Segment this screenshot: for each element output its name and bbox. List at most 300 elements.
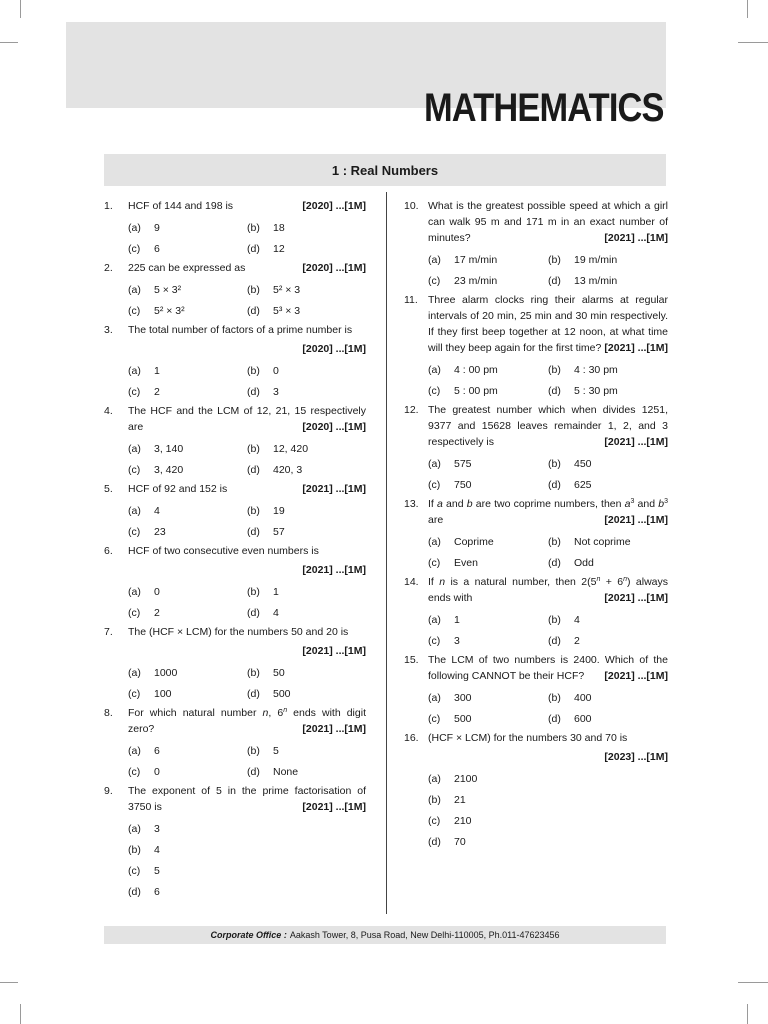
option-d [247, 686, 366, 702]
question-number: 1. [104, 200, 113, 212]
question-number: 16. [404, 732, 419, 744]
option-label: (a) [128, 365, 141, 377]
option-d [247, 605, 366, 621]
option-value: None [273, 766, 299, 778]
option-a [128, 282, 247, 298]
option-c [428, 383, 548, 399]
option-label: (d) [247, 766, 260, 778]
option-label: (a) [428, 536, 441, 548]
option-value: 9 [154, 222, 160, 234]
options [428, 612, 668, 649]
stem-part: are two coprime numbers, then [472, 498, 625, 510]
option-value: 5 × 3² [154, 284, 182, 296]
question-stem: What is the greatest possible speed at which a girl can walk 95 m and 171 m in an exact number of minutes? [428, 200, 668, 244]
option-value: 0 [154, 766, 160, 778]
option-label: (a) [128, 823, 141, 835]
year-marks-tag: [2020] ...[1M] [302, 343, 366, 355]
option-c [428, 273, 548, 289]
option-c [128, 462, 247, 478]
option-b [247, 363, 366, 379]
option-b [247, 665, 366, 681]
options [128, 441, 366, 478]
option-value: Coprime [454, 536, 494, 548]
option-label: (c) [428, 815, 441, 827]
options [128, 363, 366, 400]
option-value: 5 [154, 865, 160, 877]
option-b [247, 503, 366, 519]
crop-mark [0, 982, 18, 983]
question-16 [404, 730, 668, 850]
option-b [247, 584, 366, 600]
option-value: 13 m/min [574, 275, 618, 287]
option-b [428, 792, 668, 808]
option-label: (c) [128, 688, 141, 700]
option-label: (c) [128, 386, 141, 398]
question-2 [104, 260, 366, 319]
left-column [104, 198, 366, 903]
option-value: 5 : 30 pm [574, 385, 618, 397]
question-stem: The exponent of 5 in the prime factorisation of 3750 is [128, 785, 366, 813]
option-a [428, 456, 548, 472]
option-value: 1 [154, 365, 160, 377]
options [428, 252, 668, 289]
option-d [247, 303, 366, 319]
question-stem: The HCF and the LCM of 12, 21, 15 respectively are [128, 405, 366, 433]
option-value: 450 [574, 458, 592, 470]
question-3 [104, 322, 366, 400]
option-label: (c) [128, 305, 141, 317]
variable: a [624, 498, 631, 510]
option-a [128, 665, 247, 681]
option-a [428, 771, 668, 787]
option-c [428, 711, 548, 727]
subject-title: MATHEMATICS [424, 86, 664, 130]
footer-label: Corporate Office : [210, 930, 287, 940]
option-label: (a) [128, 667, 141, 679]
option-value: 2100 [454, 773, 478, 785]
option-value: 23 m/min [454, 275, 498, 287]
option-d [247, 241, 366, 257]
option-label: (d) [247, 607, 260, 619]
option-value: 1 [454, 614, 460, 626]
option-a [428, 534, 548, 550]
question-stem: The (HCF × LCM) for the numbers 50 and 20 is [128, 626, 349, 638]
option-value: 0 [273, 365, 279, 377]
option-value: 600 [574, 713, 592, 725]
option-a [128, 363, 247, 379]
year-marks-tag: [2023] ...[1M] [604, 751, 668, 763]
option-label: (c) [128, 243, 141, 255]
option-b [548, 362, 668, 378]
crop-mark [747, 0, 748, 18]
option-label: (a) [428, 692, 441, 704]
option-label: (c) [428, 385, 441, 397]
option-label: (d) [428, 836, 441, 848]
option-value: 210 [454, 815, 472, 827]
option-value: 500 [273, 688, 291, 700]
option-d [247, 462, 366, 478]
question-14 [404, 574, 668, 649]
option-value: 2 [574, 635, 580, 647]
option-value: 19 m/min [574, 254, 618, 266]
option-a [428, 612, 548, 628]
option-value: 4 : 30 pm [574, 364, 618, 376]
option-label: (d) [128, 886, 141, 898]
option-label: (d) [247, 464, 260, 476]
option-a [128, 821, 366, 837]
variable: a [437, 498, 443, 510]
option-value: 5 [273, 745, 279, 757]
option-label: (c) [128, 607, 141, 619]
option-label: (b) [247, 586, 260, 598]
question-stem: Three alarm clocks ring their alarms at regular intervals of 20 min, 25 min and 30 min respectively. If they first beep together at 12 noon, at what time will they beep again for the first time? [428, 294, 668, 354]
option-c [128, 303, 247, 319]
option-d [428, 834, 668, 850]
option-label: (c) [428, 635, 441, 647]
question-stem: The greatest number which when divides 1251, 9377 and 15628 leaves remainder 1, 2, and 3 respectively is [428, 404, 668, 448]
option-b [247, 441, 366, 457]
option-b [548, 612, 668, 628]
options [128, 821, 366, 900]
option-c [128, 863, 366, 879]
year-marks-tag: [2020] ...[1M] [302, 200, 366, 212]
year-marks-tag: [2021] ...[1M] [604, 232, 668, 244]
question-11 [404, 292, 668, 399]
option-d [128, 884, 366, 900]
option-label: (a) [428, 773, 441, 785]
option-c [128, 605, 247, 621]
crop-mark [0, 42, 18, 43]
footer-address: Aakash Tower, 8, Pusa Road, New Delhi-110005, Ph.011-47623456 [289, 930, 560, 940]
question-8 [104, 705, 366, 780]
option-c [128, 384, 247, 400]
option-label: (d) [548, 479, 561, 491]
option-value: 3, 420 [154, 464, 184, 476]
option-c [428, 633, 548, 649]
question-stem: HCF of two consecutive even numbers is [128, 545, 319, 557]
stem-part: + 6 [600, 576, 624, 588]
stem-part: ) always ends with [428, 576, 668, 604]
question-text [128, 260, 366, 276]
chapter-title: 1 : Real Numbers [104, 154, 666, 186]
stem-part: ends with digit zero? [128, 707, 366, 735]
option-d [548, 273, 668, 289]
question-number: 12. [404, 404, 419, 416]
option-d [548, 555, 668, 571]
option-b [548, 456, 668, 472]
year-marks-tag: [2021] ...[1M] [604, 342, 668, 354]
exponent: n [283, 707, 288, 714]
options [428, 456, 668, 493]
option-label: (b) [247, 222, 260, 234]
option-value: 1000 [154, 667, 178, 679]
option-c [128, 241, 247, 257]
option-b [548, 252, 668, 268]
option-label: (c) [128, 526, 141, 538]
stem-part: For which natural number [128, 707, 263, 719]
question-number: 9. [104, 785, 113, 797]
option-value: Odd [574, 557, 594, 569]
option-label: (c) [428, 479, 441, 491]
option-label: (c) [428, 557, 441, 569]
year-marks-tag: [2021] ...[1M] [302, 483, 366, 495]
option-label: (a) [128, 284, 141, 296]
option-value: 50 [273, 667, 285, 679]
option-value: 4 [154, 505, 160, 517]
option-value: 3 [273, 386, 279, 398]
crop-mark [747, 1004, 748, 1024]
option-label: (c) [128, 865, 141, 877]
option-label: (a) [428, 614, 441, 626]
option-b [128, 842, 366, 858]
option-value: 4 : 00 pm [454, 364, 498, 376]
question-15 [404, 652, 668, 727]
option-value: 2 [154, 607, 160, 619]
option-a [128, 743, 247, 759]
question-stem: The LCM of two numbers is 2400. Which of the following CANNOT be their HCF? [428, 654, 668, 682]
option-label: (a) [428, 458, 441, 470]
option-label: (b) [548, 458, 561, 470]
option-a [128, 503, 247, 519]
exponent: 3 [630, 498, 635, 505]
variable: b [658, 498, 665, 510]
year-marks-tag: [2021] ...[1M] [604, 670, 668, 682]
column-divider [386, 192, 387, 914]
exponent: 3 [664, 498, 668, 505]
option-value: 6 [154, 243, 160, 255]
option-label: (b) [247, 443, 260, 455]
option-label: (d) [548, 385, 561, 397]
question-stem: HCF of 144 and 198 is [128, 200, 234, 212]
option-b [247, 220, 366, 236]
options [428, 690, 668, 727]
option-label: (c) [128, 464, 141, 476]
option-value: 4 [574, 614, 580, 626]
question-number: 3. [104, 324, 113, 336]
question-number: 6. [104, 545, 113, 557]
option-label: (b) [548, 254, 561, 266]
question-number: 4. [104, 405, 113, 417]
option-b [548, 690, 668, 706]
footer [104, 926, 666, 944]
option-value: 625 [574, 479, 592, 491]
option-value: 1 [273, 586, 279, 598]
right-column [404, 198, 668, 853]
stem-part: , 6 [268, 707, 284, 719]
option-value: 12, 420 [273, 443, 309, 455]
option-value: 300 [454, 692, 472, 704]
option-value: 57 [273, 526, 285, 538]
option-label: (a) [128, 222, 141, 234]
option-value: 70 [454, 836, 466, 848]
option-value: 18 [273, 222, 285, 234]
question-6 [104, 543, 366, 621]
option-label: (c) [128, 766, 141, 778]
option-c [428, 477, 548, 493]
option-label: (d) [548, 713, 561, 725]
option-value: 0 [154, 586, 160, 598]
crop-mark [738, 982, 768, 983]
option-value: 4 [273, 607, 279, 619]
option-label: (b) [247, 365, 260, 377]
option-value: 6 [154, 745, 160, 757]
option-d [548, 633, 668, 649]
option-value: Not coprime [574, 536, 631, 548]
option-value: 575 [454, 458, 472, 470]
exponent: n [623, 576, 628, 583]
option-value: Even [454, 557, 478, 569]
options [128, 743, 366, 780]
option-value: 12 [273, 243, 285, 255]
option-a [128, 584, 247, 600]
option-label: (a) [428, 364, 441, 376]
question-number: 2. [104, 262, 113, 274]
option-value: 420, 3 [273, 464, 303, 476]
year-marks-tag: [2020] ...[1M] [302, 262, 366, 274]
option-value: 2 [154, 386, 160, 398]
option-value: 21 [454, 794, 466, 806]
question-9 [104, 783, 366, 900]
year-marks-tag: [2021] ...[1M] [604, 592, 668, 604]
options [428, 771, 668, 850]
options [428, 362, 668, 399]
question-number: 14. [404, 576, 419, 588]
year-marks-tag: [2021] ...[1M] [302, 645, 366, 657]
question-7 [104, 624, 366, 702]
option-value: 23 [154, 526, 166, 538]
question-stem: The total number of factors of a prime number is [128, 324, 353, 336]
option-b [247, 743, 366, 759]
question-4 [104, 403, 366, 478]
year-marks-tag: [2020] ...[1M] [302, 421, 366, 433]
question-number: 7. [104, 626, 113, 638]
year-marks-tag: [2021] ...[1M] [302, 723, 366, 735]
option-c [128, 686, 247, 702]
option-label: (a) [428, 254, 441, 266]
option-value: 5² × 3 [273, 284, 301, 296]
options [128, 282, 366, 319]
question-number: 5. [104, 483, 113, 495]
question-number: 8. [104, 707, 113, 719]
option-a [428, 252, 548, 268]
options [128, 665, 366, 702]
question-stem: (HCF × LCM) for the numbers 30 and 70 is [428, 732, 628, 744]
stem-part: and [442, 498, 467, 510]
question-12 [404, 402, 668, 493]
variable: n [439, 576, 446, 588]
option-value: 3 [454, 635, 460, 647]
question-number: 15. [404, 654, 419, 666]
option-d [247, 764, 366, 780]
exponent: n [596, 576, 601, 583]
option-value: 5³ × 3 [273, 305, 301, 317]
option-label: (d) [548, 275, 561, 287]
year-marks-tag: [2021] ...[1M] [604, 514, 668, 526]
stem-part: and [634, 498, 659, 510]
question-text [128, 481, 366, 497]
option-label: (d) [247, 526, 260, 538]
option-label: (d) [247, 243, 260, 255]
option-label: (b) [247, 505, 260, 517]
option-label: (b) [247, 667, 260, 679]
option-label: (b) [247, 284, 260, 296]
stem-part: If [428, 576, 440, 588]
option-value: 3 [154, 823, 160, 835]
option-b [548, 534, 668, 550]
option-label: (b) [548, 364, 561, 376]
question-5 [104, 481, 366, 540]
option-d [548, 711, 668, 727]
option-label: (a) [128, 745, 141, 757]
question-10 [404, 198, 668, 289]
option-c [428, 555, 548, 571]
option-label: (b) [548, 536, 561, 548]
crop-mark [20, 0, 21, 18]
variable: b [466, 498, 473, 510]
year-marks-tag: [2021] ...[1M] [302, 801, 366, 813]
options [428, 534, 668, 571]
options [128, 220, 366, 257]
option-a [128, 220, 247, 236]
option-value: 400 [574, 692, 592, 704]
option-value: 17 m/min [454, 254, 498, 266]
option-value: 4 [154, 844, 160, 856]
option-label: (d) [247, 688, 260, 700]
option-d [247, 384, 366, 400]
variable: n [262, 707, 269, 719]
question-13 [404, 496, 668, 571]
year-marks-tag: [2021] ...[1M] [604, 436, 668, 448]
option-label: (d) [247, 386, 260, 398]
option-value: 5 : 00 pm [454, 385, 498, 397]
option-label: (b) [128, 844, 141, 856]
option-c [128, 764, 247, 780]
crop-mark [20, 1004, 21, 1024]
option-label: (b) [428, 794, 441, 806]
option-label: (d) [247, 305, 260, 317]
option-label: (d) [548, 557, 561, 569]
option-a [128, 441, 247, 457]
question-number: 10. [404, 200, 419, 212]
question-1 [104, 198, 366, 257]
question-stem: 225 can be expressed as [128, 262, 246, 274]
option-value: 6 [154, 886, 160, 898]
option-label: (d) [548, 635, 561, 647]
question-number: 11. [404, 294, 418, 306]
question-number: 13. [404, 498, 419, 510]
option-a [428, 690, 548, 706]
stem-part: is a natural number, then 2(5 [445, 576, 597, 588]
option-b [247, 282, 366, 298]
option-d [247, 524, 366, 540]
year-marks-tag: [2021] ...[1M] [302, 564, 366, 576]
option-value: 750 [454, 479, 472, 491]
option-label: (c) [428, 713, 441, 725]
options [128, 584, 366, 621]
options [128, 503, 366, 540]
question-stem: HCF of 92 and 152 is [128, 483, 228, 495]
option-d [548, 383, 668, 399]
option-label: (c) [428, 275, 441, 287]
option-d [548, 477, 668, 493]
question-text [128, 198, 366, 214]
option-value: 500 [454, 713, 472, 725]
option-value: 3, 140 [154, 443, 184, 455]
option-value: 100 [154, 688, 172, 700]
option-label: (a) [128, 505, 141, 517]
stem-part: If [428, 498, 438, 510]
option-label: (b) [548, 692, 561, 704]
